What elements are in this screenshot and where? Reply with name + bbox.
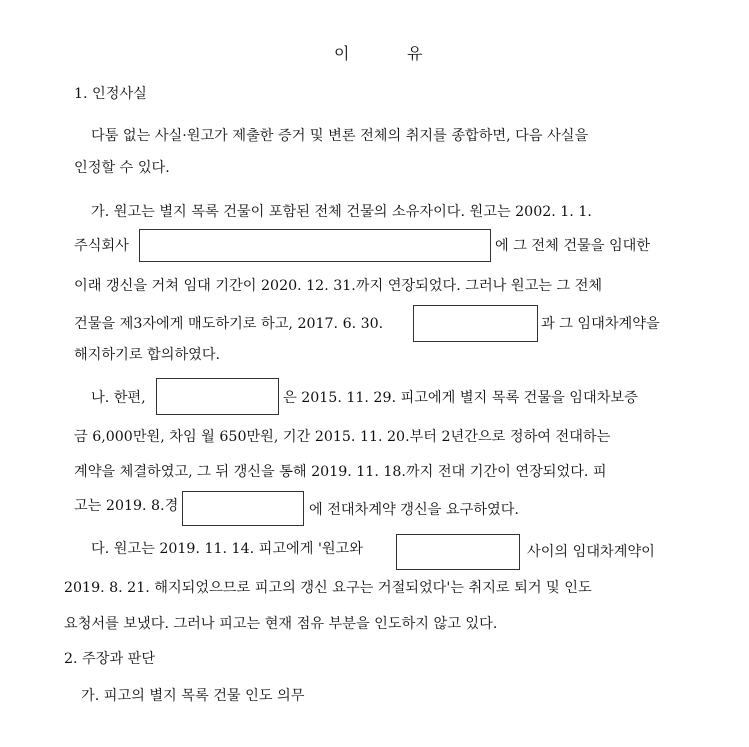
para-na-line-3: 계약을 체결하였고, 그 뒤 갱신을 통해 2019. 11. 18.까지 전대 기간이 연장되었다. 피 xyxy=(74,464,607,480)
para-na-line-1b: 은 2015. 11. 29. 피고에게 별지 목록 건물을 임대차보증 xyxy=(283,390,638,406)
para-ga-line-2b: 에 그 전체 건물을 임대한 xyxy=(495,238,651,254)
redaction-box-party-1 xyxy=(413,305,538,342)
para-da-line-3: 요청서를 보냈다. 그러나 피고는 현재 점유 부분을 인도하지 않고 있다. xyxy=(64,616,498,632)
para-da-line-1a: 다. 원고는 2019. 11. 14. 피고에게 '원고와 xyxy=(91,541,363,557)
redaction-box-party-2 xyxy=(156,378,279,415)
title-char-2: 유 xyxy=(407,44,423,63)
para-ga-line-4b: 과 그 임대차계약을 xyxy=(541,316,660,332)
document-title xyxy=(0,42,749,66)
para-ga-line-2a: 주식회사 xyxy=(74,238,129,254)
para-ga-line-3: 이래 갱신을 거쳐 임대 기간이 2020. 12. 31.까지 연장되었다. 그러나 원고는 그 전체 xyxy=(74,278,603,294)
para-ga-line-5: 해지하기로 합의하였다. xyxy=(74,347,221,363)
para-ga-line-4a: 건물을 제3자에게 매도하기로 하고, 2017. 6. 30. xyxy=(74,316,384,332)
redaction-box-company xyxy=(139,229,491,262)
para-ga-line-1: 가. 원고는 별지 목록 건물이 포함된 전체 건물의 소유자이다. 원고는 2002. 1. 1. xyxy=(91,204,592,220)
redaction-box-party-4 xyxy=(396,534,520,570)
para-na-line-2: 금 6,000만원, 차임 월 650만원, 기간 2015. 11. 20.부터 2년간으로 정하여 전대하는 xyxy=(74,429,611,445)
intro-line-1: 다툼 없는 사실·원고가 제출한 증거 및 변론 전체의 취지를 종합하면, 다음 사실을 xyxy=(91,128,589,144)
section-2-heading: 2. 주장과 판단 xyxy=(64,651,156,667)
para-da-line-1b: 사이의 임대차계약이 xyxy=(527,544,655,560)
section-1-heading: 1. 인정사실 xyxy=(74,86,147,102)
para-da-line-2: 2019. 8. 21. 해지되었으므로 피고의 갱신 요구는 거절되었다'는 취지로 퇴거 및 인도 xyxy=(64,580,592,596)
title-char-1: 이 xyxy=(334,44,350,63)
redaction-box-party-3 xyxy=(182,491,304,526)
para-na-line-4b: 에 전대차계약 갱신을 요구하였다. xyxy=(309,502,519,518)
para-na-line-1a: 나. 한편, xyxy=(91,390,146,406)
section-2-sub-ga: 가. 피고의 별지 목록 건물 인도 의무 xyxy=(81,688,305,704)
para-na-line-4a: 고는 2019. 8.경 xyxy=(74,498,179,514)
intro-line-2: 인정할 수 있다. xyxy=(74,160,170,176)
